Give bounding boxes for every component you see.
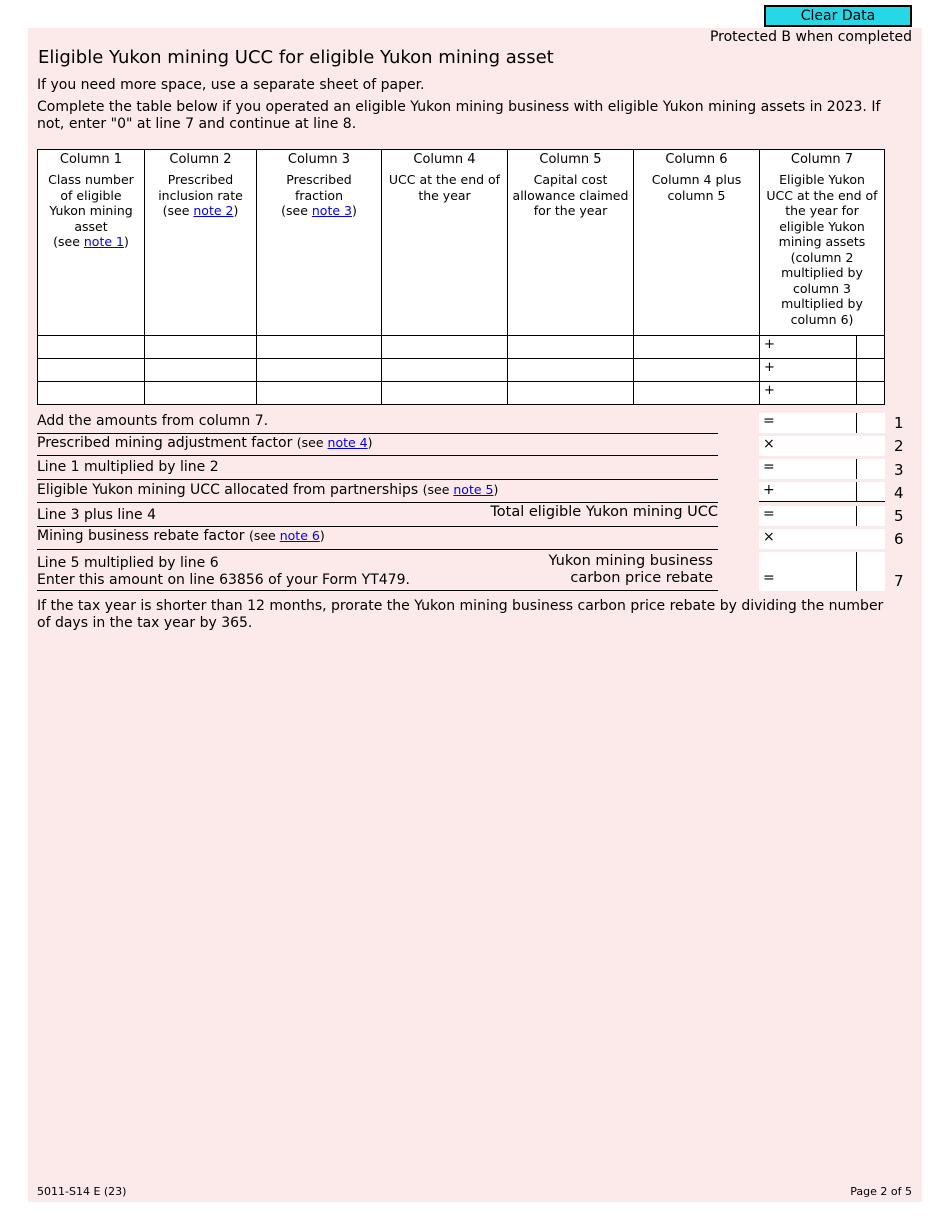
form-number: 5011-S14 E (23) (37, 1185, 127, 1198)
column-header-3: Column 3 Prescribed fraction (see note 3) (257, 150, 382, 336)
protected-label: Protected B when completed (709, 29, 912, 45)
col7-amount-field[interactable]: + (760, 336, 857, 359)
column-header-7: Column 7 Eligible Yukon UCC at the end of the year for eligible Yukon mining assets (column 2 multiplied by column 3 multiplied by column 6) (760, 150, 885, 336)
col7-cents-field[interactable] (857, 336, 885, 359)
line-3-label: Line 1 multiplied by line 2 (37, 459, 718, 480)
line-5-amount-field[interactable]: = (759, 506, 885, 526)
class-number-input[interactable] (38, 359, 145, 382)
page-title: Eligible Yukon mining UCC for eligible Yukon mining asset (38, 47, 554, 68)
line-number-2: 2 (894, 437, 904, 455)
line-5-label: Line 3 plus line 4 (37, 505, 718, 527)
line-number-1: 1 (894, 414, 904, 432)
column-header-1: Column 1 Class number of eligible Yukon mining asset (see note 1) (38, 150, 145, 336)
column-header-5: Column 5 Capital cost allowance claimed for the year (508, 150, 634, 336)
col6-total-field[interactable] (634, 336, 760, 359)
table-row (38, 382, 885, 405)
prescribed-fraction-input[interactable] (257, 359, 382, 382)
note-1-link[interactable]: note 1 (83, 234, 124, 249)
table-row (38, 336, 885, 359)
space-note: If you need more space, use a separate sheet of paper. (37, 77, 425, 93)
col6-total-field[interactable] (634, 382, 760, 405)
cca-claimed-input[interactable] (508, 336, 634, 359)
class-number-input[interactable] (38, 336, 145, 359)
ucc-end-input[interactable] (382, 359, 508, 382)
line-4-label: Eligible Yukon mining UCC allocated from partnerships (see note 5) (37, 482, 718, 503)
line-2-label: Prescribed mining adjustment factor (see note 4) (37, 435, 718, 456)
line-7-rebate-field[interactable]: = (759, 552, 885, 591)
note-3-link[interactable]: note 3 (311, 203, 352, 218)
inclusion-rate-input[interactable] (145, 382, 257, 405)
class-number-input[interactable] (38, 382, 145, 405)
inclusion-rate-input[interactable] (145, 359, 257, 382)
line-number-5: 5 (894, 507, 904, 525)
inclusion-rate-input[interactable] (145, 336, 257, 359)
col7-cents-field[interactable] (857, 382, 885, 405)
line-number-4: 4 (894, 484, 904, 502)
cca-claimed-input[interactable] (508, 382, 634, 405)
line-2-factor-field[interactable]: × (759, 436, 885, 456)
line-4-amount-field[interactable]: + (759, 482, 885, 502)
line-3-amount-field[interactable]: = (759, 459, 885, 479)
line-6-factor-field[interactable]: × (759, 529, 885, 549)
note-4-link[interactable]: note 4 (327, 435, 368, 450)
column-header-6: Column 6 Column 4 plus column 5 (634, 150, 760, 336)
ucc-end-input[interactable] (382, 336, 508, 359)
ucc-end-input[interactable] (382, 382, 508, 405)
line-7-label: Line 5 multiplied by line 6 Enter this amount on line 63856 of your Form YT479. (37, 555, 718, 591)
clear-data-button[interactable]: Clear Data (764, 5, 912, 27)
col7-amount-field[interactable]: + (760, 382, 857, 405)
line-number-3: 3 (894, 461, 904, 479)
note-5-link[interactable]: note 5 (453, 482, 494, 497)
line-5-right-label: Total eligible Yukon mining UCC (490, 504, 718, 520)
col7-amount-field[interactable]: + (760, 359, 857, 382)
prescribed-fraction-input[interactable] (257, 382, 382, 405)
cca-claimed-input[interactable] (508, 359, 634, 382)
line-number-6: 6 (894, 530, 904, 548)
note-6-link[interactable]: note 6 (279, 528, 320, 543)
line-7-right-label: Yukon mining business carbon price rebate (548, 553, 713, 586)
instruction-text: Complete the table below if you operated an eligible Yukon mining business with eligible Yukon mining assets in 2023. If not, enter "0" at line 7 and continue at line 8. (37, 99, 881, 132)
page-number: Page 2 of 5 (850, 1185, 912, 1198)
table-row (38, 359, 885, 382)
column-header-4: Column 4 UCC at the end of the year (382, 150, 508, 336)
col7-cents-field[interactable] (857, 359, 885, 382)
line-number-7: 7 (894, 572, 904, 590)
note-2-link[interactable]: note 2 (193, 203, 234, 218)
line-6-label: Mining business rebate factor (see note 6) (37, 528, 718, 550)
line-1-amount-field[interactable]: = (759, 413, 885, 433)
prescribed-fraction-input[interactable] (257, 336, 382, 359)
column-header-2: Column 2 Prescribed inclusion rate (see note 2) (145, 150, 257, 336)
proration-note: If the tax year is shorter than 12 months, prorate the Yukon mining business carbon price rebate by dividing the number of days in the tax year by 365. (37, 598, 884, 631)
line-1-label: Add the amounts from column 7. (37, 413, 718, 434)
mining-asset-table (37, 149, 885, 405)
col6-total-field[interactable] (634, 359, 760, 382)
